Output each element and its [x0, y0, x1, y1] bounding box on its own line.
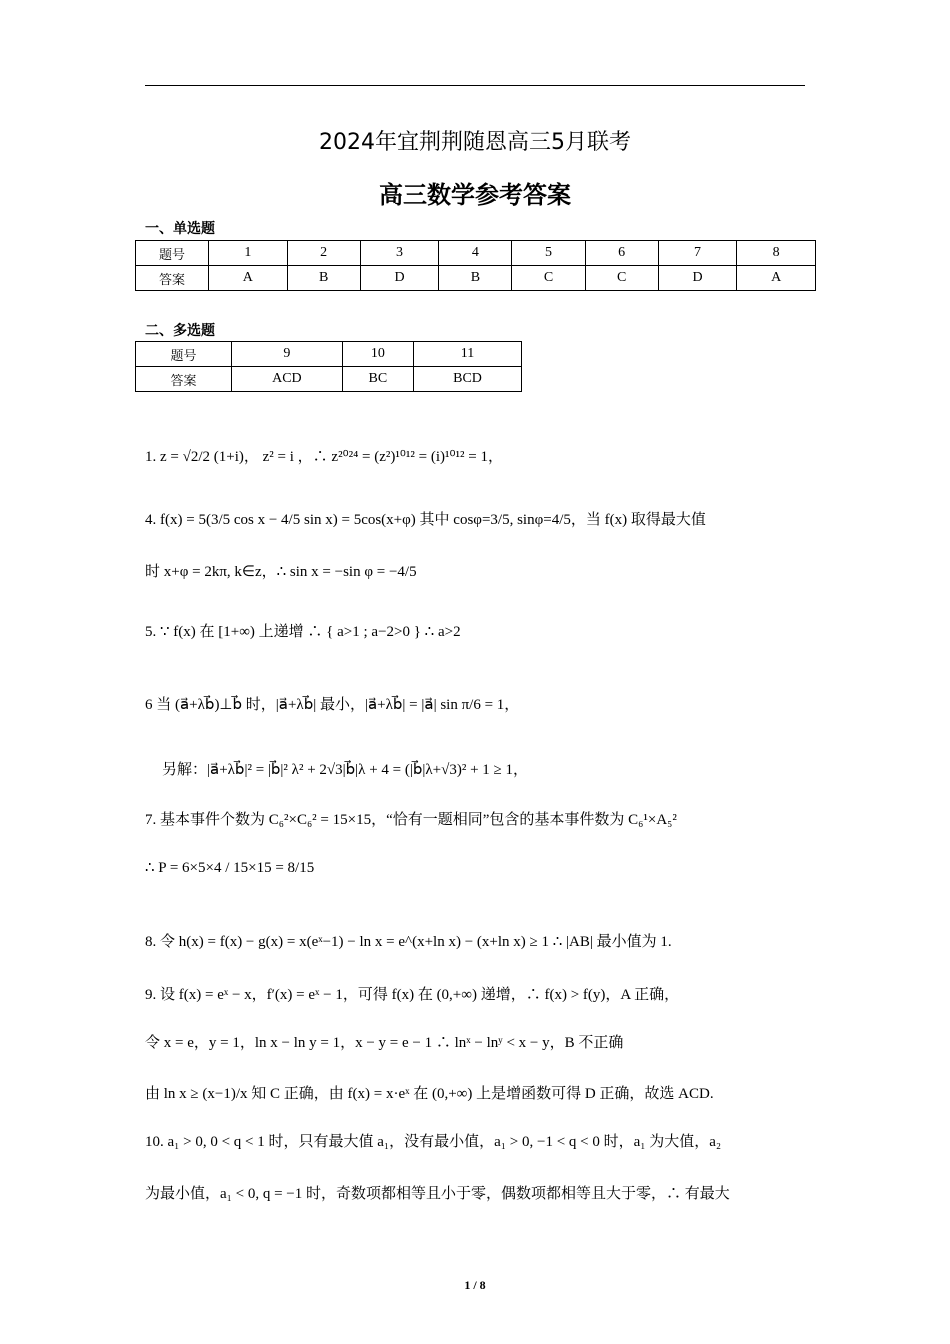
- section-heading-single: 一、单选题: [145, 221, 215, 237]
- page-number: 1 / 8: [464, 1278, 486, 1292]
- table-cell: C: [585, 266, 658, 291]
- table-cell: D: [360, 266, 439, 291]
- solution-q7-line1: 7. 基本事件个数为 C₆²×C₆² = 15×15，“恰有一题相同”包含的基本事件数为 C₆¹×A₅²: [145, 812, 677, 828]
- solution-q9-line1: 9. 设 f(x) = eˣ − x，f′(x) = eˣ − 1，可得 f(x) 在 (0,+∞) 递增，∴ f(x) > f(y)，A 正确，: [145, 987, 680, 1003]
- single-choice-table: [135, 240, 816, 291]
- table-cell: 3: [360, 241, 439, 266]
- row-label: 答案: [136, 367, 232, 392]
- table-cell: 10: [342, 342, 413, 367]
- table-cell: ACD: [232, 367, 343, 392]
- row-label: 答案: [136, 266, 209, 291]
- table-cell: B: [287, 266, 360, 291]
- solution-q5: 5. ∵ f(x) 在 [1+∞) 上递增 ∴ { a>1 ; a−2>0 } ∴ a>2: [145, 624, 461, 640]
- solution-q10-line1: 10. a₁ > 0, 0 < q < 1 时，只有最大值 a₁，没有最小值，a₁ > 0, −1 < q < 0 时，a₁ 为大值，a₂: [145, 1134, 722, 1150]
- table-row: [136, 342, 522, 367]
- table-cell: BC: [342, 367, 413, 392]
- table-cell: 4: [439, 241, 512, 266]
- table-row: [136, 266, 816, 291]
- table-cell: D: [658, 266, 737, 291]
- solution-q4-line2: 时 x+φ = 2kπ, k∈z，∴ sin x = −sin φ = −4/5: [145, 564, 417, 580]
- table-row: [136, 367, 522, 392]
- section-heading-multi: 二、多选题: [145, 323, 215, 339]
- solution-q4-line1: 4. f(x) = 5(3/5 cos x − 4/5 sin x) = 5cos(x+φ) 其中 cosφ=3/5, sinφ=4/5，当 f(x) 取得最大值: [145, 512, 706, 528]
- solution-q10-line2: 为最小值，a₁ < 0, q = −1 时，奇数项都相等且小于零，偶数项都相等且大于零，∴ 有最大: [145, 1186, 730, 1202]
- solution-q6: 6 当 (a⃗+λb⃗)⊥b⃗ 时，|a⃗+λb⃗| 最小，|a⃗+λb⃗| = |a⃗| sin π/6 = 1，: [145, 697, 520, 713]
- solution-q6-alternative: 另解：|a⃗+λb⃗|² = |b⃗|² λ² + 2√3|b⃗|λ + 4 = (|b⃗|λ+√3)² + 1 ≥ 1，: [162, 762, 529, 778]
- table-cell: BCD: [414, 367, 522, 392]
- table-cell: A: [209, 266, 288, 291]
- page-subtitle: 高三数学参考答案: [379, 181, 571, 209]
- table-cell: 7: [658, 241, 737, 266]
- table-cell: 11: [414, 342, 522, 367]
- solution-q8: 8. 令 h(x) = f(x) − g(x) = x(eˣ−1) − ln x = e^(x+ln x) − (x+ln x) ≥ 1 ∴ |AB| 最小值为 1.: [145, 934, 672, 950]
- table-cell: A: [737, 266, 816, 291]
- solution-q7-line2: ∴ P = 6×5×4 / 15×15 = 8/15: [145, 860, 315, 876]
- table-cell: 2: [287, 241, 360, 266]
- row-label: 题号: [136, 342, 232, 367]
- top-rule: [145, 85, 805, 86]
- table-cell: C: [512, 266, 585, 291]
- table-cell: 1: [209, 241, 288, 266]
- solution-q9-line2: 令 x = e，y = 1，ln x − ln y = 1，x − y = e − 1 ∴ lnˣ − lnʸ < x − y，B 不正确: [145, 1035, 624, 1051]
- table-cell: 8: [737, 241, 816, 266]
- solution-q1: 1. z = √2/2 (1+i)， z² = i ，∴ z²⁰²⁴ = (z²)¹⁰¹² = (i)¹⁰¹² = 1，: [145, 449, 504, 465]
- page-title: 2024年宜荆荆随恩高三5月联考: [319, 130, 631, 155]
- multi-choice-table: [135, 341, 522, 392]
- solution-q9-line3: 由 ln x ≥ (x−1)/x 知 C 正确，由 f(x) = x·eˣ 在 (0,+∞) 上是增函数可得 D 正确，故选 ACD.: [145, 1086, 714, 1102]
- table-cell: 5: [512, 241, 585, 266]
- table-row: [136, 241, 816, 266]
- table-cell: 9: [232, 342, 343, 367]
- table-cell: B: [439, 266, 512, 291]
- row-label: 题号: [136, 241, 209, 266]
- table-cell: 6: [585, 241, 658, 266]
